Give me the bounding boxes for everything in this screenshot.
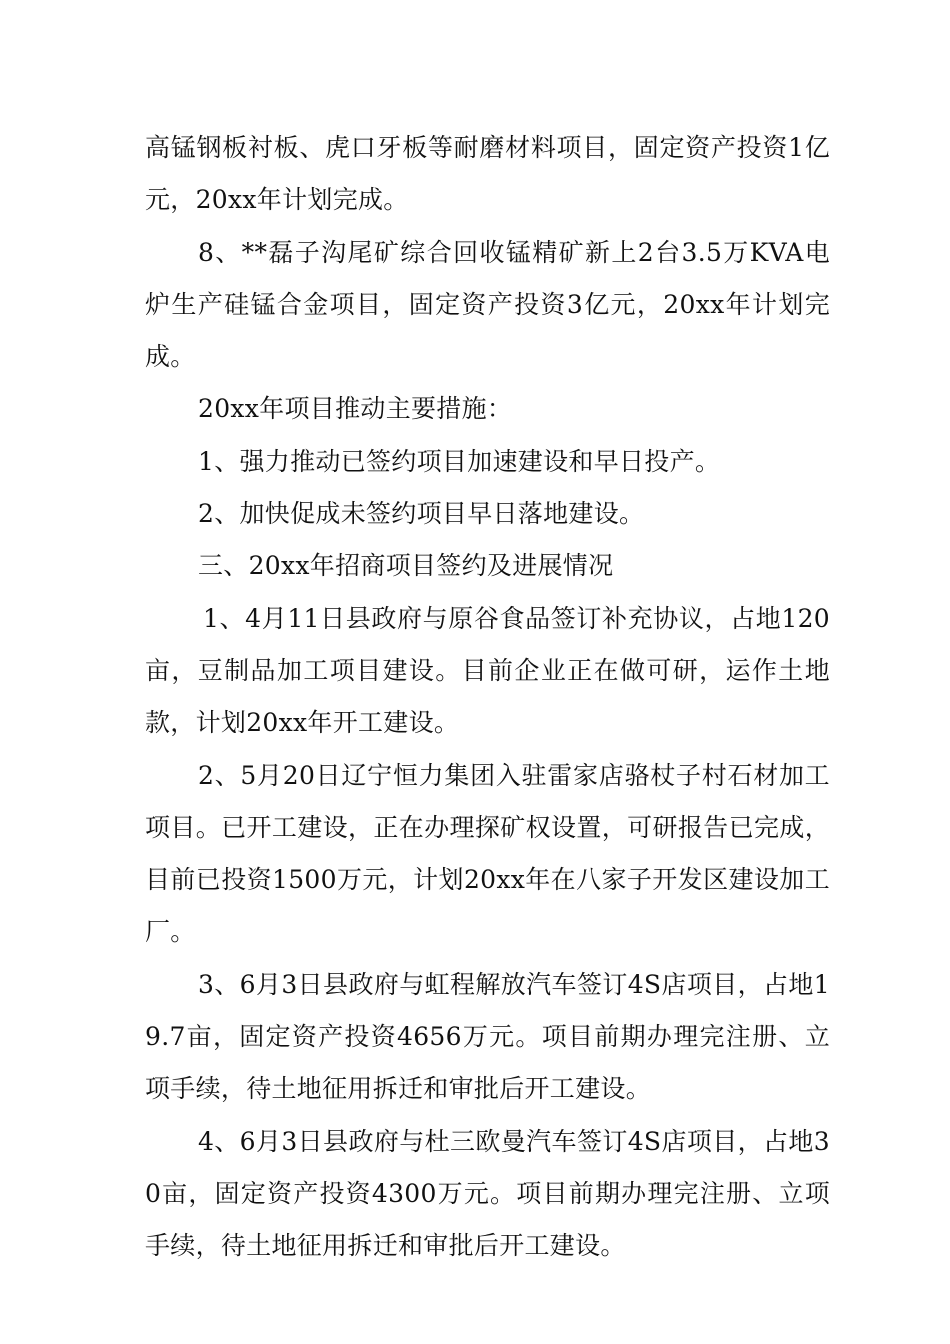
paragraph-measures-heading: 20xx年项目推动主要措施：	[198, 394, 513, 424]
document-body	[145, 122, 830, 1273]
paragraph-measure-1: 1、强力推动已签约项目加速建设和早日投产。	[198, 446, 721, 476]
paragraph-continuation-wear-materials: 高锰钢板衬板、虎口牙板等耐磨材料项目，固定资产投资1亿元，20xx年计划完成。	[145, 133, 830, 215]
section-heading-three: 三、20xx年招商项目签约及进展情况	[198, 551, 614, 581]
paragraph-measure-2: 2、加快促成未签约项目早日落地建设。	[198, 499, 645, 529]
paragraph-project-1-yuangu-food: 1、4月11日县政府与原谷食品签订补充协议，占地120亩，豆制品加工项目建设。目前企业正在做可研，运作土地款，计划20xx年开工建设。	[145, 603, 830, 738]
paragraph-item-8-silicon-manganese: 8、**磊子沟尾矿综合回收锰精矿新上2台3.5万KVA电炉生产硅锰合金项目，固定资产投资3亿元，20xx年计划完成。	[145, 237, 830, 372]
paragraph-project-4-dusan-4s: 4、6月3日县政府与杜三欧曼汽车签订4S店项目，占地30亩，固定资产投资4300万元。项目前期办理完注册、立项手续，待土地征用拆迁和审批后开工建设。	[145, 1126, 830, 1261]
paragraph-project-2-hengli-group: 2、5月20日辽宁恒力集团入驻雷家店骆杖子村石材加工项目。已开工建设，正在办理探矿权设置，可研报告已完成，目前已投资1500万元，计划20xx年在八家子开发区建设加工厂。	[145, 760, 830, 947]
paragraph-project-3-hongcheng-4s: 3、6月3日县政府与虹程解放汽车签订4S店项目，占地19.7亩，固定资产投资4656万元。项目前期办理完注册、立项手续，待土地征用拆迁和审批后开工建设。	[145, 969, 830, 1104]
